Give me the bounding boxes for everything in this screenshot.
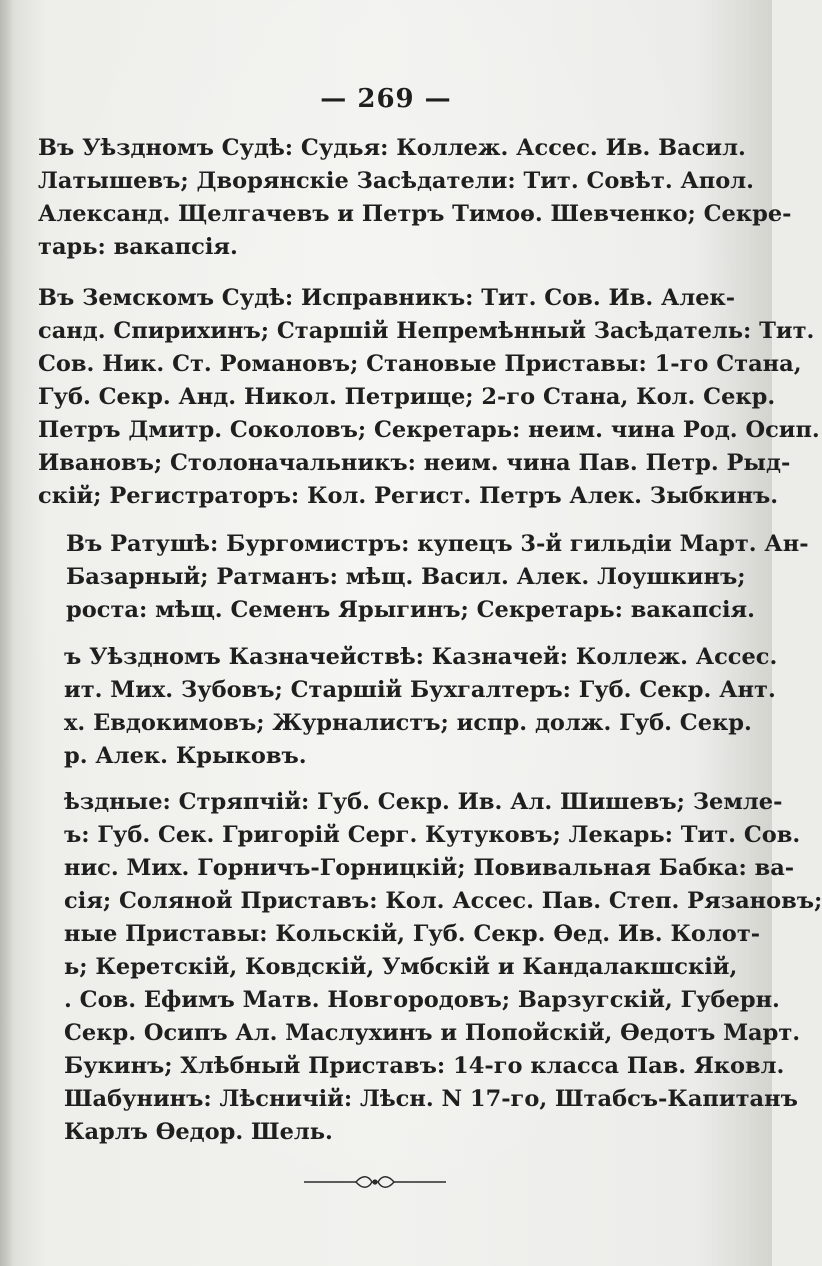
text-line: Секр. Осипъ Ал. Маслухинъ и Попойскій, Ѳедотъ Март. bbox=[64, 1020, 801, 1046]
text-line: нис. Мих. Горничъ-Горницкій; Повивальная Бабка: ва- bbox=[64, 855, 795, 881]
text-line: санд. Спирихинъ; Старшій Непремѣнный Засѣдатель: Тит. bbox=[38, 318, 815, 344]
text-line: Ивановъ; Столоначальникъ: неим. чина Пав. Петр. Рыд- bbox=[38, 450, 791, 476]
text-line: . Сов. Ефимъ Матв. Новгородовъ; Варзугскій, Губерн. bbox=[64, 987, 780, 1013]
text-line: Латышевъ; Дворянскіе Засѣдатели: Тит. Совѣт. Апол. bbox=[38, 168, 754, 194]
section-kaznacheystvo bbox=[64, 641, 778, 773]
text-line: роста: мѣщ. Семенъ Ярыгинъ; Секретарь: вакапсія. bbox=[66, 597, 755, 623]
text-line: р. Алек. Крыковъ. bbox=[64, 743, 307, 769]
text-line: тарь: вакапсія. bbox=[38, 234, 238, 260]
section-uezdny-sud bbox=[38, 132, 792, 264]
section-zemsky-sud bbox=[38, 282, 820, 513]
text-line: Карлъ Ѳедор. Шель. bbox=[64, 1119, 333, 1145]
text-line: х. Евдокимовъ; Журналистъ; испр. долж. Губ. Секр. bbox=[64, 710, 752, 736]
text-line: Въ Ратушѣ: Бургомистръ: купецъ 3-й гильдіи Март. Ан- bbox=[66, 531, 809, 557]
page-edge-shadow bbox=[0, 0, 14, 1266]
text-line: ь; Керетскій, Ковдскій, Умбскій и Кандалакшскій, bbox=[64, 954, 738, 980]
text-line: ъ Уѣздномъ Казначействѣ: Казначей: Коллеж. Ассес. bbox=[64, 644, 778, 670]
text-line: ит. Мих. Зубовъ; Старшій Бухгалтеръ: Губ. Секр. Ант. bbox=[64, 677, 776, 703]
text-line: Сов. Ник. Ст. Романовъ; Становые Приставы: 1-го Стана, bbox=[38, 351, 802, 377]
ornament-divider bbox=[300, 1170, 450, 1194]
text-line: Въ Уѣздномъ Судѣ: Судья: Коллеж. Ассес. Ив. Васил. bbox=[38, 135, 746, 161]
text-line: сія; Соляной Приставъ: Кол. Ассес. Пав. Степ. Рязановъ; bbox=[64, 888, 822, 914]
text-line: Въ Земскомъ Судѣ: Исправникъ: Тит. Сов. Ив. Алек- bbox=[38, 285, 736, 311]
section-ratusha bbox=[66, 528, 809, 627]
text-line: Петръ Дмитр. Соколовъ; Секретарь: неим. чина Род. Осип. bbox=[38, 417, 820, 443]
text-line: Александ. Щелгачевъ и Петръ Тимоѳ. Шевченко; Секре- bbox=[38, 201, 792, 227]
text-line: ѣздные: Стряпчій: Губ. Секр. Ив. Ал. Шишевъ; Земле- bbox=[64, 789, 783, 815]
text-line: Губ. Секр. Анд. Никол. Петрище; 2-го Стана, Кол. Секр. bbox=[38, 384, 776, 410]
text-line: ъ: Губ. Сек. Григорій Серг. Кутуковъ; Лекарь: Тит. Сов. bbox=[64, 822, 801, 848]
text-line: Базарный; Ратманъ: мѣщ. Васил. Алек. Лоушкинъ; bbox=[66, 564, 746, 590]
section-uezdnye-chiny bbox=[64, 786, 822, 1149]
text-line: скій; Регистраторъ: Кол. Регист. Петръ Алек. Зыбкинъ. bbox=[38, 483, 779, 509]
page-number: — 269 — bbox=[320, 84, 452, 114]
text-line: Шабунинъ: Лѣсничій: Лѣсн. N 17-го, Штабсъ-Капитанъ bbox=[64, 1086, 798, 1112]
text-line: ные Приставы: Кольскій, Губ. Секр. Ѳед. Ив. Колот- bbox=[64, 921, 761, 947]
text-line: Букинъ; Хлѣбный Приставъ: 14-го класса Пав. Яковл. bbox=[64, 1053, 785, 1079]
